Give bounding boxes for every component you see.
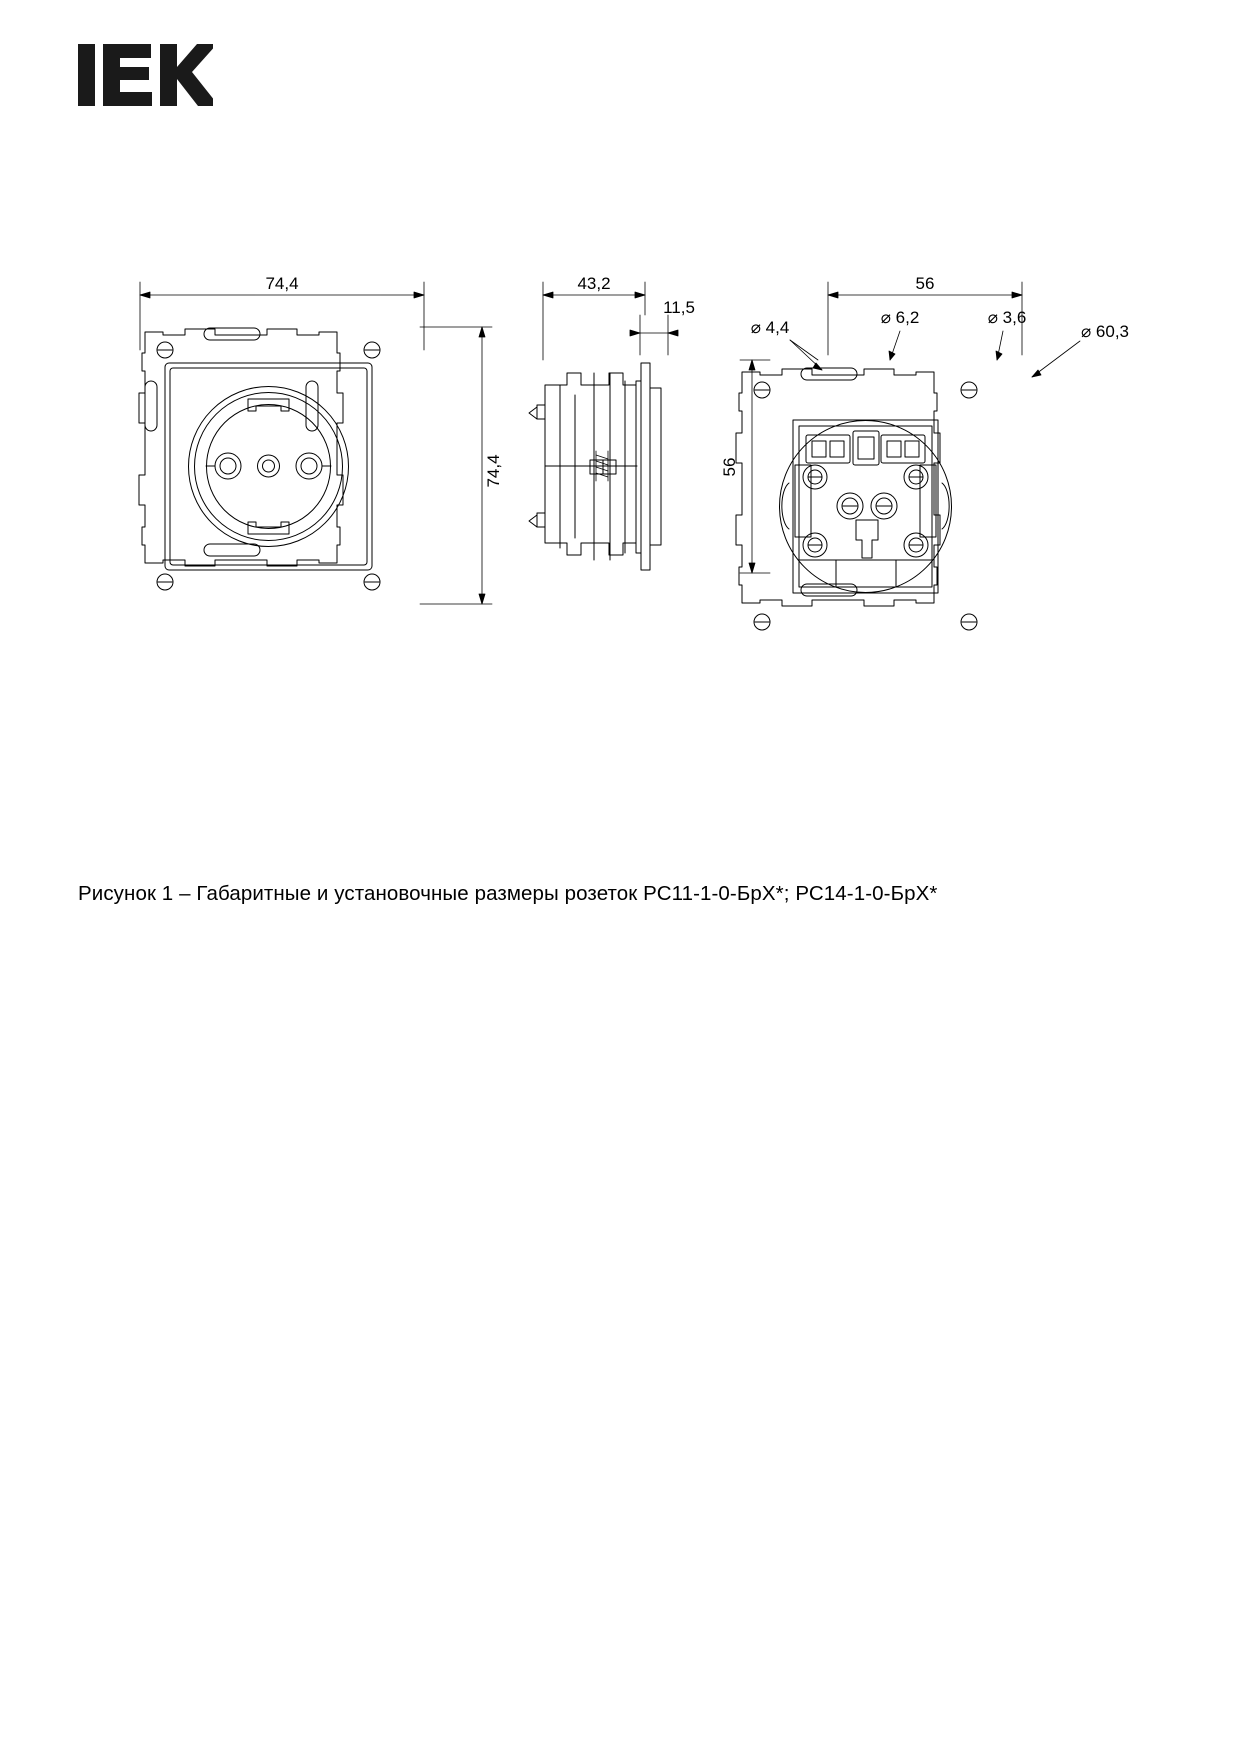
iek-logo <box>78 44 213 106</box>
dim-side-depth: 43,2 <box>577 274 611 293</box>
dim-rear-height: 56 <box>720 457 739 477</box>
figure-caption: Рисунок 1 – Габаритные и установочные размеры розеток РС11-1-0-БрХ*; РС14-1-0-БрХ* <box>78 882 938 905</box>
technical-drawing <box>0 255 1244 635</box>
dim-circle-60-3: ⌀ 60,3 <box>1080 322 1130 341</box>
dim-front-width: 74,4 <box>265 274 299 293</box>
front-view <box>139 282 492 604</box>
dim-side-plate: 11,5 <box>663 298 695 317</box>
dim-front-height: 74,4 <box>484 454 503 488</box>
side-view <box>529 282 678 570</box>
dim-hole-4-4: ⌀ 4,4 <box>750 318 790 337</box>
dim-hole-6-2: ⌀ 6,2 <box>880 308 920 327</box>
dim-hole-3-6: ⌀ 3,6 <box>987 308 1027 327</box>
dim-rear-width: 56 <box>915 274 935 293</box>
